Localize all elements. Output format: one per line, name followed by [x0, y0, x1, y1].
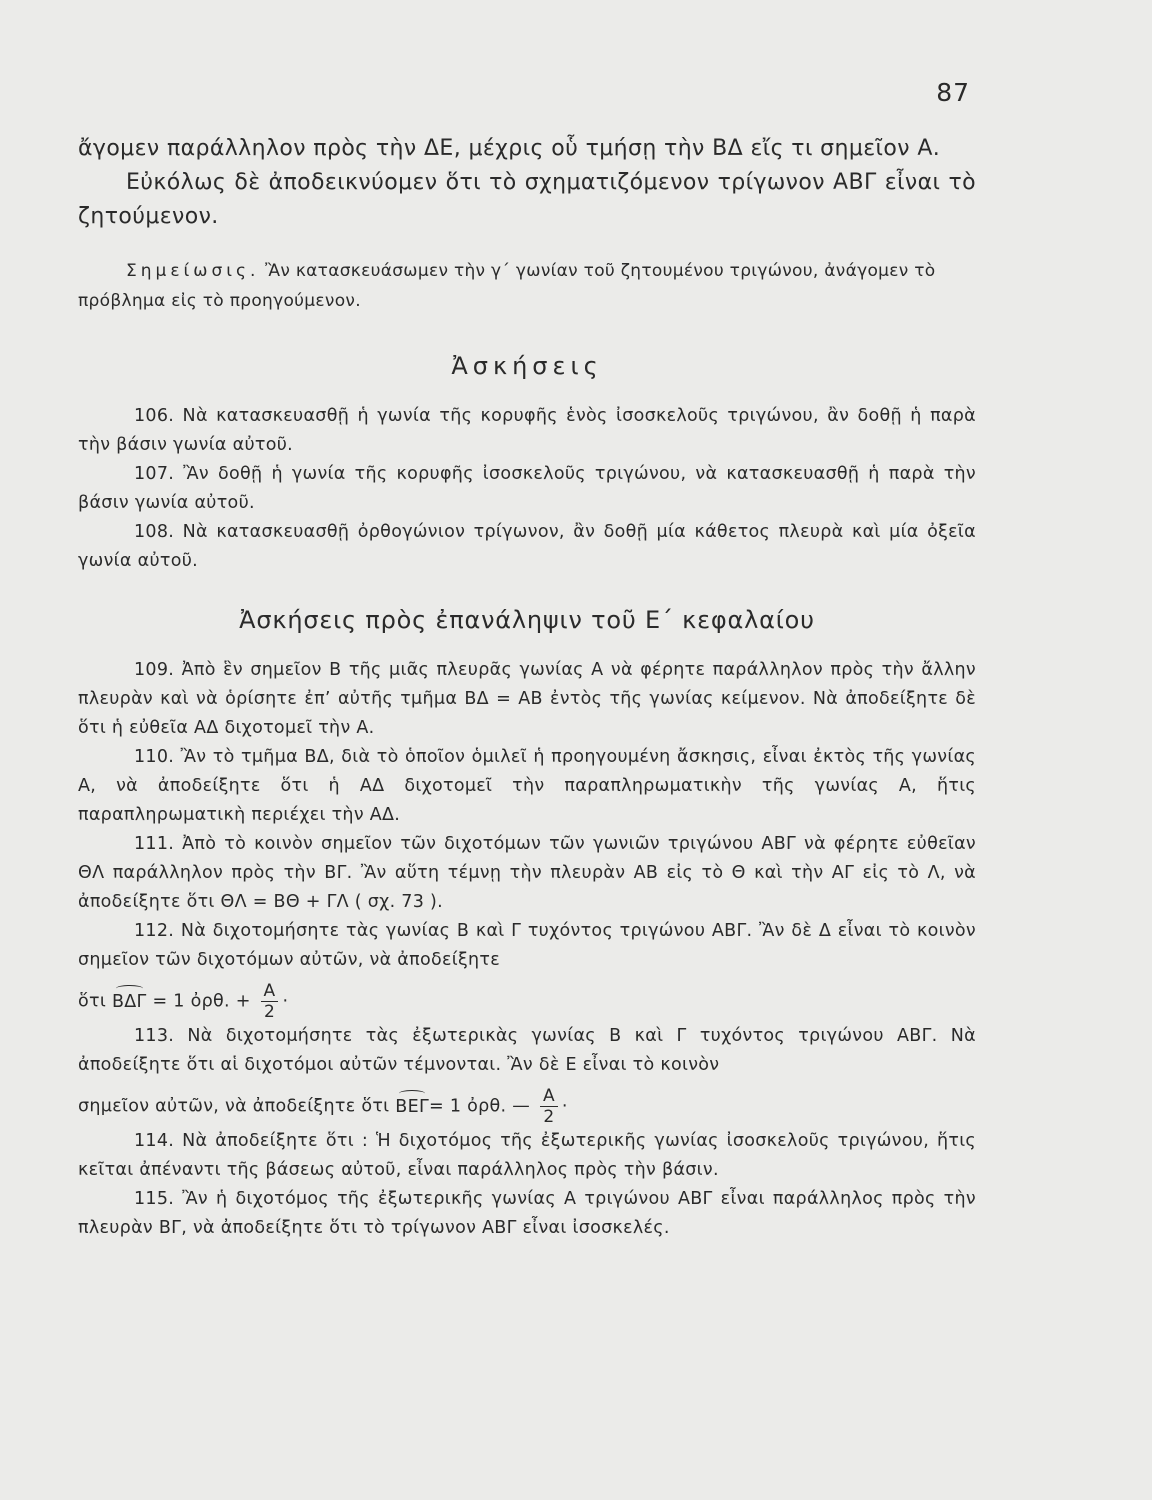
note-paragraph	[78, 256, 976, 316]
fraction	[540, 1086, 558, 1127]
exercise-number: 109.	[134, 660, 175, 680]
exercise-text: Νὰ κατασκευασθῇ ἡ γωνία τῆς κορυφῆς ἑνὸς ἰσοσκελοῦς τριγώνου, ἂν δοθῇ ἡ παρὰ τὴν βάσιν γωνία αὐτοῦ.	[78, 406, 976, 455]
exercise-text: Νὰ κατασκευασθῇ ὀρθογώνιον τρίγωνον, ἂν δοθῇ μία κάθετος πλευρὰ καὶ μία ὀξεῖα γωνία αὐτοῦ.	[78, 522, 976, 571]
note-label: Σημείωσις.	[126, 261, 260, 281]
exercise-number: 114.	[134, 1131, 175, 1151]
formula-prefix: σημεῖον αὐτῶν, νὰ ἀποδείξητε ὅτι	[78, 1096, 396, 1117]
exercise-110	[78, 743, 976, 830]
exercise-107	[78, 460, 976, 518]
page-content	[78, 132, 976, 1243]
exercise-text: Ἀπὸ ἓν σημεῖον Β τῆς μιᾶς πλευρᾶς γωνίας Α νὰ φέρητε παράλληλον πρὸς τὴν ἄλλην πλευρὰν καὶ νὰ ὁρίσητε ἐπ’ αὐτῆς τμῆμα ΒΔ = ΑΒ ἐντὸς τῆς γωνίας κείμενον. Νὰ ἀποδείξητε δὲ ὅτι ἡ εὐθεῖα ΑΔ διχοτομεῖ τὴν Α.	[78, 660, 976, 738]
exercise-number: 115.	[134, 1189, 175, 1209]
angle-symbol: ΒΔΓ	[112, 988, 147, 1017]
exercise-115	[78, 1185, 976, 1243]
exercise-number: 111.	[134, 834, 175, 854]
exercise-112-formula	[78, 981, 976, 1022]
formula-middle: = 1 ὀρθ. —	[429, 1096, 536, 1117]
fraction-denominator: 2	[261, 1001, 279, 1022]
exercise-text: Ἂν δοθῇ ἡ γωνία τῆς κορυφῆς ἰσοσκελοῦς τριγώνου, νὰ κατασκευασθῇ ἡ παρὰ τὴν βάσιν γωνία αὐτοῦ.	[78, 464, 976, 513]
exercise-text: Ἂν τὸ τμῆμα ΒΔ, διὰ τὸ ὁποῖον ὁμιλεῖ ἡ προηγουμένη ἄσκησις, εἶναι ἐκτὸς τῆς γωνίας Α, νὰ ἀποδείξητε ὅτι ἡ ΑΔ διχοτομεῖ τὴν παραπληρωματικὴν τῆς γωνίας Α, ἥτις παραπληρωματικὴ περιέχει τὴν ΑΔ.	[78, 747, 976, 825]
exercise-number: 112.	[134, 921, 175, 941]
note-text: Ἂν κατασκευάσωμεν τὴν γ΄ γωνίαν τοῦ ζητουμένου τριγώνου, ἀνάγομεν τὸ πρόβλημα εἰς τὸ προηγούμενον.	[78, 261, 936, 311]
fraction-numerator: Α	[542, 1086, 555, 1106]
exercise-number: 108.	[134, 522, 175, 542]
formula-end: ·	[561, 1096, 568, 1117]
exercise-111	[78, 830, 976, 917]
angle-symbol: ΒΕΓ	[395, 1093, 429, 1122]
exercise-number: 113.	[134, 1026, 175, 1046]
exercise-113-formula	[78, 1086, 976, 1127]
page-number: 87	[936, 78, 970, 107]
exercise-text: Νὰ διχοτομήσητε τὰς ἐξωτερικὰς γωνίας Β καὶ Γ τυχόντος τριγώνου ΑΒΓ. Νὰ ἀποδείξητε ὅτι αἱ διχοτόμοι αὐτῶν τέμνονται. Ἂν δὲ Ε εἶναι τὸ κοινὸν	[78, 1026, 976, 1075]
exercise-text: Νὰ ἀποδείξητε ὅτι : Ἡ διχοτόμος τῆς ἐξωτερικῆς γωνίας ἰσοσκελοῦς τριγώνου, ἥτις κεῖται ἀπέναντι τῆς βάσεως αὐτοῦ, εἶναι παράλληλος πρὸς τὴν βάσιν.	[78, 1131, 976, 1180]
exercise-text: Ἂν ἡ διχοτόμος τῆς ἐξωτερικῆς γωνίας Α τριγώνου ΑΒΓ εἶναι παράλληλος πρὸς τὴν πλευρὰν ΒΓ, νὰ ἀποδείξητε ὅτι τὸ τρίγωνον ΑΒΓ εἶναι ἰσοσκελές.	[78, 1189, 976, 1238]
exercise-109	[78, 656, 976, 743]
exercise-106	[78, 402, 976, 460]
fraction-denominator: 2	[540, 1106, 558, 1127]
fraction-numerator: Α	[263, 981, 276, 1001]
exercise-113	[78, 1022, 976, 1080]
fraction	[261, 981, 279, 1022]
exercise-number: 110.	[134, 747, 175, 767]
intro-paragraph-1: ἄγομεν παράλληλον πρὸς τὴν ΔΕ, μέχρις οὗ τμήσῃ τὴν ΒΔ εἴς τι σημεῖον Α.	[78, 136, 941, 161]
formula-end: ·	[282, 991, 289, 1012]
exercise-114	[78, 1127, 976, 1185]
exercises-heading: Ἀσκήσεις	[451, 352, 603, 380]
exercise-number: 106.	[134, 406, 175, 426]
exercise-text: Ἀπὸ τὸ κοινὸν σημεῖον τῶν διχοτόμων τῶν γωνιῶν τριγώνου ΑΒΓ νὰ φέρητε εὐθεῖαν ΘΛ παράλληλον πρὸς τὴν ΒΓ. Ἂν αὕτη τέμνῃ τὴν πλευρὰν ΑΒ εἰς τὸ Θ καὶ τὴν ΑΓ εἰς τὸ Λ, νὰ ἀποδείξητε ὅτι ΘΛ = ΒΘ + ΓΛ ( σχ. 73 ).	[78, 834, 976, 912]
exercise-number: 107.	[134, 464, 175, 484]
exercise-text: Νὰ διχοτομήσητε τὰς γωνίας Β καὶ Γ τυχόντος τριγώνου ΑΒΓ. Ἂν δὲ Δ εἶναι τὸ κοινὸν σημεῖον τῶν διχοτόμων αὐτῶν, νὰ ἀποδείξητε	[78, 921, 976, 970]
review-exercises-heading: Ἀσκήσεις πρὸς ἐπανάληψιν τοῦ Ε΄ κεφαλαίου	[239, 606, 815, 634]
exercise-108	[78, 518, 976, 576]
formula-middle: = 1 ὀρθ. +	[146, 991, 257, 1012]
exercise-112	[78, 917, 976, 975]
intro-paragraph-2: Εὐκόλως δὲ ἀποδεικνύομεν ὅτι τὸ σχηματιζόμενον τρίγωνον ΑΒΓ εἶναι τὸ ζητούμενον.	[78, 170, 976, 229]
formula-prefix: ὅτι	[78, 991, 112, 1012]
